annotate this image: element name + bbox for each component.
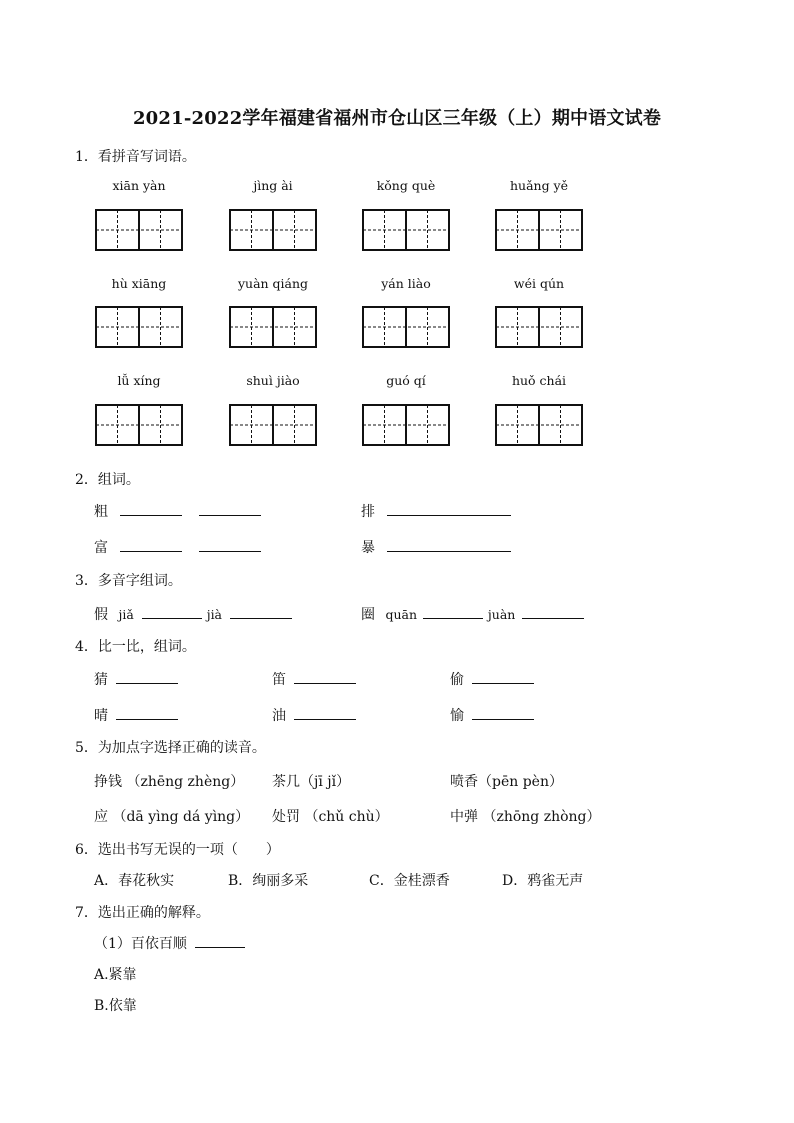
page-title: 2021-2022学年福建省福州市仓山区三年级（上）期中语文试卷 bbox=[132, 108, 662, 129]
q5-option[interactable]: 挣钱 （zhēng zhèng） bbox=[94, 774, 245, 790]
writing-grid[interactable] bbox=[495, 209, 583, 251]
answer-blank[interactable] bbox=[423, 604, 483, 619]
q2-char: 暴 bbox=[361, 540, 375, 556]
writing-grid[interactable] bbox=[362, 404, 450, 446]
q2-char: 排 bbox=[361, 504, 375, 520]
q5-option[interactable]: 中弹 （zhōng zhòng） bbox=[450, 809, 601, 825]
answer-blank[interactable] bbox=[294, 669, 356, 684]
answer-blank[interactable] bbox=[294, 705, 356, 720]
answer-blank[interactable] bbox=[230, 604, 292, 619]
writing-grid[interactable] bbox=[495, 306, 583, 348]
q3-pinyin: jià bbox=[206, 607, 223, 622]
q4-char: 油 bbox=[272, 708, 286, 724]
q2-item-4 bbox=[361, 537, 511, 557]
q4-item-4 bbox=[94, 705, 178, 725]
q6-option-c[interactable]: C．金桂漂香 bbox=[369, 873, 450, 889]
q4-item-1 bbox=[94, 669, 178, 689]
q7-sub-label: （1）百依百顺 bbox=[94, 936, 187, 952]
pinyin-label: guó qí bbox=[386, 373, 426, 388]
question-7-label: 7．选出正确的解释。 bbox=[75, 905, 210, 921]
writing-grid[interactable] bbox=[95, 306, 183, 348]
answer-blank[interactable] bbox=[199, 501, 261, 516]
writing-grid[interactable] bbox=[362, 209, 450, 251]
q4-char: 偷 bbox=[450, 672, 464, 688]
question-5-label: 5．为加点字选择正确的读音。 bbox=[75, 740, 266, 756]
q4-item-3 bbox=[450, 669, 534, 689]
q4-item-2 bbox=[272, 669, 356, 689]
answer-blank[interactable] bbox=[472, 705, 534, 720]
q3-item-1 bbox=[94, 604, 292, 624]
question-1-label: 1．看拼音写词语。 bbox=[75, 149, 196, 165]
writing-grid[interactable] bbox=[229, 306, 317, 348]
q6-option-a[interactable]: A．春花秋实 bbox=[94, 873, 175, 889]
pinyin-label: lǚ xíng bbox=[117, 373, 161, 388]
q5-option[interactable]: 应 （dā yìng dá yìng） bbox=[94, 809, 250, 825]
writing-grid[interactable] bbox=[495, 404, 583, 446]
answer-blank[interactable] bbox=[199, 537, 261, 552]
q3-char: 圈 bbox=[361, 607, 375, 623]
q4-item-6 bbox=[450, 705, 534, 725]
writing-grid[interactable] bbox=[95, 404, 183, 446]
writing-grid[interactable] bbox=[362, 306, 450, 348]
q3-char: 假 bbox=[94, 607, 108, 623]
q2-item-1 bbox=[94, 501, 261, 521]
writing-grid[interactable] bbox=[95, 209, 183, 251]
answer-blank[interactable] bbox=[387, 537, 511, 552]
answer-blank[interactable] bbox=[116, 705, 178, 720]
answer-blank[interactable] bbox=[142, 604, 202, 619]
q5-option[interactable]: 喷香（pēn pèn） bbox=[450, 774, 563, 790]
pinyin-label: yuàn qiáng bbox=[237, 276, 309, 291]
q4-char: 晴 bbox=[94, 708, 108, 724]
pinyin-label: huǒ chái bbox=[511, 373, 567, 388]
writing-grid[interactable] bbox=[229, 404, 317, 446]
q4-char: 愉 bbox=[450, 708, 464, 724]
q5-option[interactable]: 茶几（jī jǐ） bbox=[272, 774, 351, 790]
question-4-label: 4．比一比，组词。 bbox=[75, 639, 196, 655]
q7-option-b[interactable]: B.依靠 bbox=[94, 998, 137, 1014]
pinyin-label: yán liào bbox=[381, 276, 431, 291]
q3-pinyin: jiǎ bbox=[118, 607, 134, 622]
q3-item-2 bbox=[361, 604, 584, 624]
q3-pinyin: quān bbox=[385, 607, 418, 622]
q6-option-b[interactable]: B．绚丽多采 bbox=[228, 873, 309, 889]
answer-blank[interactable] bbox=[195, 933, 245, 948]
pinyin-label: wéi qún bbox=[513, 276, 565, 291]
question-3-label: 3．多音字组词。 bbox=[75, 573, 182, 589]
q4-char: 猜 bbox=[94, 672, 108, 688]
answer-blank[interactable] bbox=[120, 537, 182, 552]
q2-char: 粗 bbox=[94, 504, 108, 520]
pinyin-label: jìng ài bbox=[253, 178, 293, 193]
pinyin-label: shuì jiào bbox=[246, 373, 300, 388]
pinyin-label: xiān yàn bbox=[112, 178, 166, 193]
question-6-label: 6．选出书写无误的一项（ ） bbox=[75, 842, 280, 858]
answer-blank[interactable] bbox=[387, 501, 511, 516]
answer-blank[interactable] bbox=[120, 501, 182, 516]
q4-char: 笛 bbox=[272, 672, 286, 688]
answer-blank[interactable] bbox=[116, 669, 178, 684]
question-2-label: 2．组词。 bbox=[75, 472, 140, 488]
answer-blank[interactable] bbox=[522, 604, 584, 619]
writing-grid[interactable] bbox=[229, 209, 317, 251]
q3-pinyin: juàn bbox=[487, 607, 516, 622]
q2-item-3 bbox=[94, 537, 261, 557]
q7-subquestion-1 bbox=[94, 933, 245, 953]
answer-blank[interactable] bbox=[472, 669, 534, 684]
q7-option-a[interactable]: A.紧靠 bbox=[94, 967, 137, 983]
pinyin-label: huǎng yě bbox=[509, 178, 569, 193]
pinyin-label: kǒng què bbox=[376, 178, 436, 193]
q2-char: 富 bbox=[94, 540, 108, 556]
q5-option[interactable]: 处罚 （chǔ chù） bbox=[272, 809, 389, 825]
q6-option-d[interactable]: D．鸦雀无声 bbox=[502, 873, 584, 889]
q4-item-5 bbox=[272, 705, 356, 725]
pinyin-label: hù xiāng bbox=[111, 276, 167, 291]
q2-item-2 bbox=[361, 501, 511, 521]
